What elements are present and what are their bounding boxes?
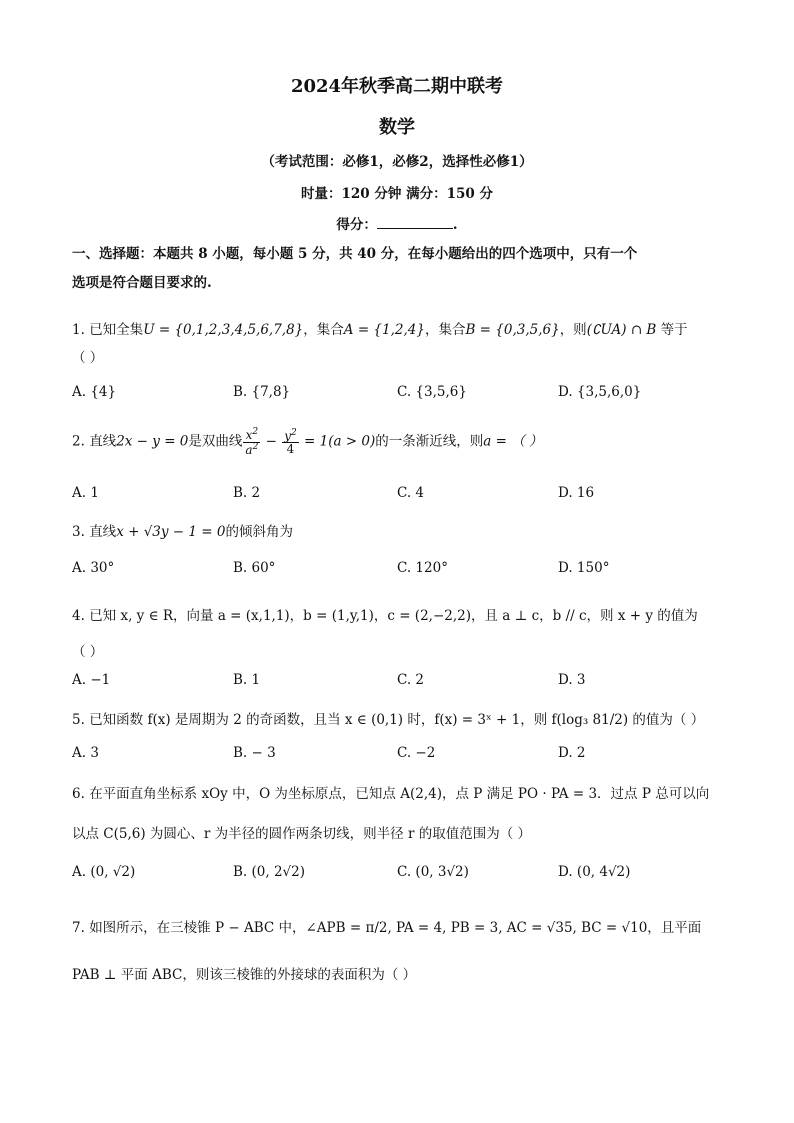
- question-7-stem-line1: [72, 916, 701, 936]
- question-5-text: 已知函数 f(x) 是周期为 2 的奇函数，且当 x ∈ (0,1) 时，f(x) = 3ˣ + 1，则 f(log₃ 81/2) 的值为（ ）: [89, 712, 705, 728]
- question-7-text-line1: 如图所示，在三棱锥 P − ABC 中，∠APB = π/2, PA = 4, PB = 3, AC = √35, BC = √10，且平面: [89, 920, 702, 936]
- question-4-option-c[interactable]: C. 2: [397, 672, 425, 688]
- question-6-option-b[interactable]: B. (0, 2√2): [233, 864, 305, 880]
- question-2-eq-tail: = 1(a > 0): [299, 433, 376, 450]
- question-1-sep1: ，集合: [303, 322, 344, 338]
- question-6-option-d[interactable]: D. (0, 4√2): [558, 864, 631, 880]
- question-2-stem: 2. 直线2x − y = 0是双曲线 $\frac{x^2}{a^2}$ − $\frac{y^2}{4}$ = 1(a > 0)的一条渐近线，则a = （ ）: [72, 427, 543, 457]
- question-5-option-d[interactable]: D. 2: [558, 745, 586, 761]
- question-2-line-eq: 2x − y = 0: [116, 433, 189, 450]
- question-6-number: 6.: [72, 786, 85, 802]
- question-1-option-d[interactable]: D. {3,5,6,0}: [558, 384, 642, 400]
- question-2-frac-x: $\frac{x^2}{a^2}$: [245, 427, 259, 457]
- question-1-paren: （ ）: [72, 350, 104, 366]
- question-7-stem-line2: PAB ⊥ 平面 ABC，则该三棱锥的外接球的表面积为（ ）: [72, 967, 417, 983]
- question-4-option-a[interactable]: A. −1: [72, 672, 111, 688]
- question-3-text-b: 的倾斜角为: [225, 524, 293, 540]
- question-2-text-c: 的一条渐近线，则: [375, 433, 484, 450]
- question-5-number: 5.: [72, 712, 85, 728]
- question-2-option-b[interactable]: B. 2: [233, 485, 261, 501]
- question-6-stem-line1: [72, 782, 709, 802]
- question-5-option-c[interactable]: C. −2: [397, 745, 436, 761]
- question-2-number: 2.: [72, 433, 85, 450]
- score-label: 得分：: [336, 217, 377, 233]
- question-4-option-d[interactable]: D. 3: [558, 672, 586, 688]
- question-3-text-a: 直线: [89, 524, 117, 540]
- subject-title: 数学: [379, 117, 415, 138]
- question-3-line-eq: x + √3y − 1 = 0: [116, 524, 226, 540]
- question-1-set-b: B = {0,3,5,6}: [465, 322, 560, 338]
- question-3-stem: [72, 520, 293, 540]
- question-1-number: 1.: [72, 322, 85, 338]
- question-5-option-a[interactable]: A. 3: [72, 745, 99, 761]
- section-heading-line1: 一、选择题：本题共 8 小题，每小题 5 分，共 40 分，在每小题给出的四个选项中，只有一个: [72, 246, 638, 262]
- question-4-number: 4.: [72, 608, 85, 624]
- question-5-stem: [72, 708, 704, 728]
- question-6-stem-line2: 以点 C(5,6) 为圆心、r 为半径的圆作两条切线，则半径 r 的取值范围为（ ）: [72, 826, 531, 842]
- question-4-option-b[interactable]: B. 1: [233, 672, 261, 688]
- question-2-text-a: 直线: [89, 433, 117, 450]
- question-1-option-a[interactable]: A. {4}: [72, 384, 117, 400]
- question-5-option-b[interactable]: B. − 3: [233, 745, 276, 761]
- question-2-option-c[interactable]: C. 4: [397, 485, 425, 501]
- question-6-option-a[interactable]: A. (0, √2): [72, 864, 136, 880]
- question-1-expression: (∁UA) ∩ B: [586, 322, 657, 338]
- question-6-option-c[interactable]: C. (0, 3√2): [397, 864, 469, 880]
- section-heading-line2: 选项是符合题目要求的.: [72, 275, 212, 291]
- question-2-text-b: 是双曲线: [188, 433, 243, 450]
- question-3-option-c[interactable]: C. 120°: [397, 560, 448, 576]
- question-6-text-line1: 在平面直角坐标系 xOy 中，O 为坐标原点，已知点 A(2,4)，点 P 满足 PO · PA = 3．过点 P 总可以向: [89, 786, 710, 802]
- question-4-stem: [72, 604, 698, 624]
- score-blank[interactable]: [377, 215, 453, 229]
- question-7-number: 7.: [72, 920, 85, 936]
- question-1-option-b[interactable]: B. {7,8}: [233, 384, 291, 400]
- question-3-option-a[interactable]: A. 30°: [72, 560, 115, 576]
- question-1-set-u: U = {0,1,2,3,4,5,6,7,8}: [143, 322, 304, 338]
- question-4-paren: （ ）: [72, 644, 104, 660]
- exam-title: 2024年秋季高二期中联考: [290, 76, 504, 97]
- question-2-option-d[interactable]: D. 16: [558, 485, 595, 501]
- question-4-text: 已知 x, y ∈ R，向量 a = (x,1,1)，b = (1,y,1)，c = (2,−2,2)，且 a ⊥ c，b // c，则 x + y 的值为: [89, 608, 698, 624]
- question-1-text-end: 等于: [660, 322, 688, 338]
- question-2-frac-y: $\frac{y^2}{4}$: [284, 427, 297, 457]
- question-1-text-a: 已知全集: [89, 322, 144, 338]
- question-1-stem: [72, 318, 688, 338]
- question-1-sep2: ，集合: [424, 322, 466, 338]
- time-and-score: 时量：120 分钟 满分：150 分: [301, 186, 493, 202]
- question-2-text-d: a = （ ）: [483, 433, 543, 450]
- question-3-number: 3.: [72, 524, 85, 540]
- question-1-sep3: ，则: [559, 322, 587, 338]
- question-3-option-b[interactable]: B. 60°: [233, 560, 276, 576]
- question-2-option-a[interactable]: A. 1: [72, 485, 99, 501]
- score-line: 得分： .: [336, 217, 458, 233]
- exam-scope: （考试范围：必修1，必修2，选择性必修1）: [261, 154, 533, 170]
- question-3-option-d[interactable]: D. 150°: [558, 560, 610, 576]
- section-heading: [72, 240, 722, 298]
- question-1-option-c[interactable]: C. {3,5,6}: [397, 384, 467, 400]
- question-1-set-a: A = {1,2,4}: [343, 322, 425, 338]
